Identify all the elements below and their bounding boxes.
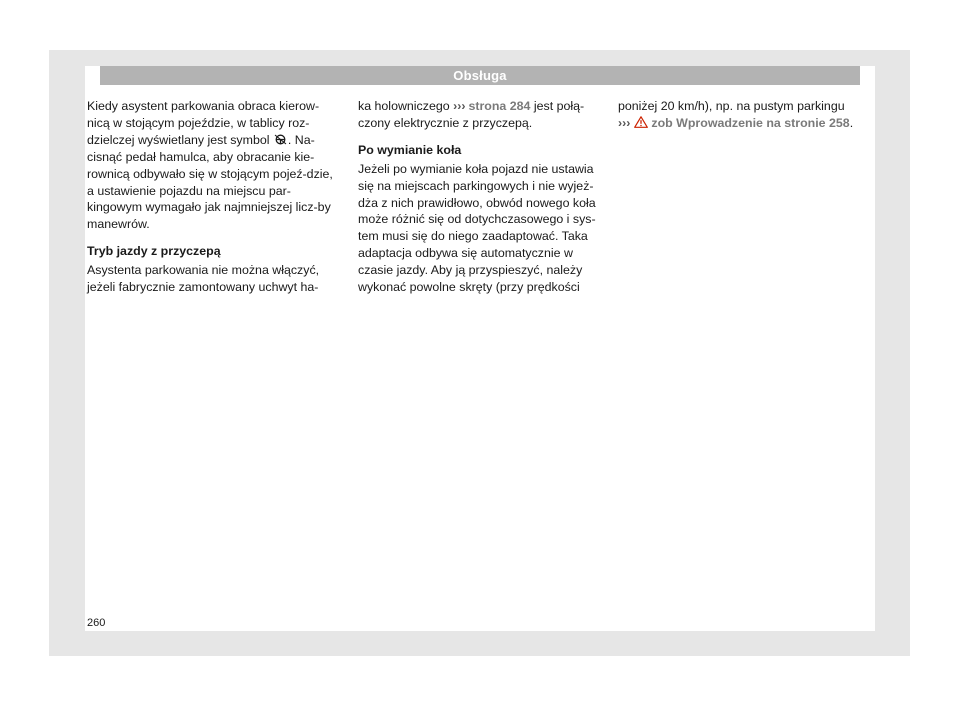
paragraph-text: ka holowniczego bbox=[358, 99, 454, 113]
cross-reference-arrow: ››› bbox=[453, 99, 466, 113]
page-number: 260 bbox=[87, 617, 106, 629]
parking-steering-symbol-icon bbox=[274, 134, 287, 145]
paragraph bbox=[87, 98, 339, 233]
paragraph-text: . Na-cisnąć pedał hamulca, aby obracanie kie-rownicą odbywało się w stojącym pojeź-dzie, a ustawienie pojazdu na miejscu par-kingowym wymagało jak najmniejszej licz-by manewrów. bbox=[87, 132, 333, 232]
subheading-trailer-mode: Tryb jazdy z przyczepą bbox=[87, 244, 221, 259]
cross-reference-link[interactable]: strona 284 bbox=[468, 99, 531, 113]
paragraph bbox=[358, 98, 610, 132]
cross-reference-arrow: ››› bbox=[618, 115, 631, 130]
paragraph: Asystenta parkowania nie można włączyć, jeżeli fabrycznie zamontowany uchwyt ha- bbox=[87, 263, 320, 295]
text-column-1 bbox=[87, 98, 339, 306]
cross-reference-link[interactable]: zob Wprowadzenie na stronie 258 bbox=[651, 115, 850, 130]
paragraph-text: jest połą-czony elektrycznie z przyczepą. bbox=[358, 99, 585, 130]
paragraph bbox=[618, 98, 870, 132]
section-title: Obsługa bbox=[453, 68, 507, 83]
paragraph-text: Kiedy asystent parkowania obraca kierow-nicą w stojącym pojeździe, w tablicy roz-dzielczej wyświetlany jest symbol bbox=[87, 99, 320, 147]
text-column-3 bbox=[618, 98, 870, 142]
paragraph-text: poniżej 20 km/h), np. na pustym parkingu bbox=[618, 99, 845, 113]
warning-triangle-icon bbox=[634, 116, 648, 128]
section-header-bar bbox=[100, 66, 860, 85]
paragraph: Jeżeli po wymianie koła pojazd nie ustawia się na miejscach parkingowych i nie wyjeż-dża z nich prawidłowo, obwód nowego koła może różnić się od dotychczasowego i sys-tem musi się do niego zaadaptować. Taka adaptacja odbywa się automatycznie w czasie jazdy. Aby ją przyspieszyć, należy wykonać powolne skręty (przy prędkości bbox=[358, 161, 596, 295]
subheading-after-wheel-change: Po wymianie koła bbox=[358, 142, 462, 157]
text-column-2 bbox=[358, 98, 610, 306]
paragraph-text: . bbox=[849, 115, 854, 130]
